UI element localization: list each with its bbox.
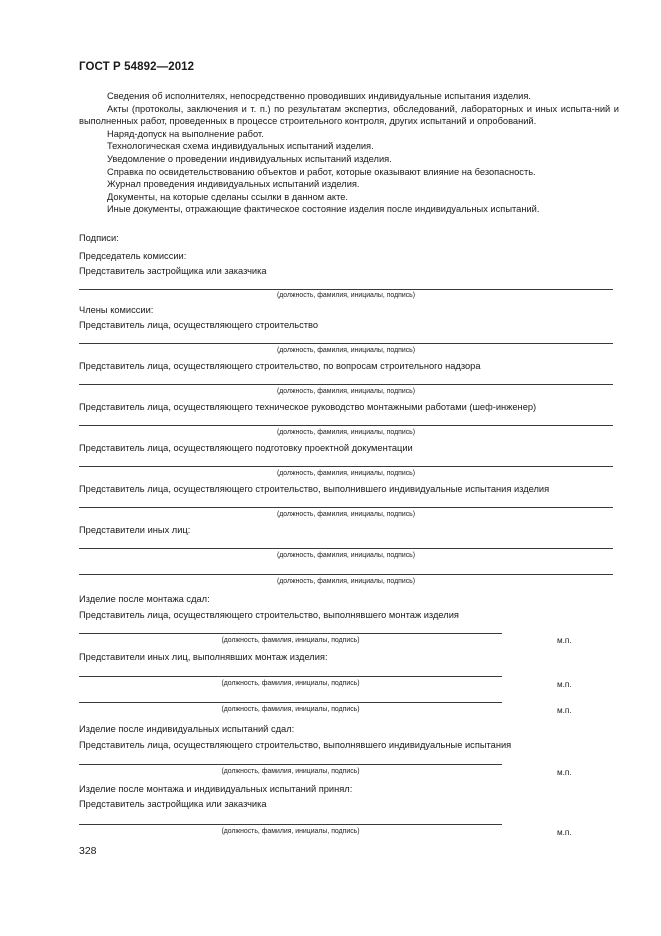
signature-caption: (должность, фамилия, инициалы, подпись) [276,552,416,559]
signature-caption: (должность, фамилия, инициалы, подпись) [221,768,360,775]
signature-caption: (должность, фамилия, инициалы, подпись) [276,470,416,477]
signature-caption: (должность, фамилия, инициалы, подпись) [276,429,416,436]
signature-caption: (должность, фамилия, инициалы, подпись) [221,828,360,835]
signature-line[interactable] [79,548,613,549]
builder-install-rep-label: Представитель лица, осуществляющего строительство, выполнявшего монтаж изделия [79,610,459,620]
list-item: Иные документы, отражающие фактическое состояние изделия после индивидуальных испытаний. [107,204,540,215]
signature-line[interactable] [79,289,613,290]
signature-line[interactable] [79,507,613,508]
signature-line[interactable] [79,764,502,765]
signature-line[interactable] [79,702,502,703]
signature-line[interactable] [79,676,502,677]
members-label: Члены комиссии: [79,305,154,315]
signature-caption: (должность, фамилия, инициалы, подпись) [276,578,416,585]
signature-line[interactable] [79,425,613,426]
signature-line[interactable] [79,574,613,575]
customer-rep2-label: Представитель застройщика или заказчика [79,799,267,809]
stamp-mark: м.п. [557,680,572,689]
signature-caption: (должность, фамилия, инициалы, подпись) [276,292,416,299]
signature-caption: (должность, фамилия, инициалы, подпись) [276,388,416,395]
list-item: Сведения об исполнителях, непосредственно проводивших индивидуальные испытания изделия. [107,91,531,101]
signature-caption: (должность, фамилия, инициалы, подпись) [221,706,360,713]
signatures-heading: Подписи: [79,233,119,243]
signature-caption: (должность, фамилия, инициалы, подпись) [221,680,360,687]
after-install-label: Изделие после монтажа сдал: [79,594,210,604]
tech-management-rep-label: Представитель лица, осуществляющего техническое руководство монтажными работами (шеф-инженер) [79,402,537,412]
signature-line[interactable] [79,824,502,825]
signature-line[interactable] [79,466,613,467]
signature-caption: (должность, фамилия, инициалы, подпись) [276,347,416,354]
design-rep-label: Представитель лица, осуществляющего подготовку проектной документации [79,443,413,453]
list-item: Справка по освидетельствованию объектов и работ, которые оказывают влияние на безопасность. [107,166,536,177]
stamp-mark: м.п. [557,706,572,715]
document-header: ГОСТ Р 54892—2012 [79,61,195,73]
builder-tests-rep-label: Представитель лица, осуществляющего строительство, выполнившего индивидуальные испытания изделия [79,484,550,494]
stamp-mark: м.п. [557,768,572,777]
others-rep-label: Представители иных лиц: [79,525,191,535]
others-install-rep-label: Представители иных лиц, выполнявших монтаж изделия: [79,652,328,662]
list-item: Журнал проведения индивидуальных испытаний изделия. [107,179,360,190]
signature-line[interactable] [79,343,613,344]
after-tests-label: Изделие после индивидуальных испытаний сдал: [79,724,295,734]
signature-caption: (должность, фамилия, инициалы, подпись) [276,511,416,518]
customer-rep-label: Представитель застройщика или заказчика [79,266,267,276]
builder-tests2-rep-label: Представитель лица, осуществляющего строительство, выполнявшего индивидуальные испытания [79,740,512,750]
page-number: 328 [79,845,97,857]
signature-caption: (должность, фамилия, инициалы, подпись) [221,637,360,644]
signature-line[interactable] [79,384,613,385]
stamp-mark: м.п. [557,636,572,645]
attachments-list [79,90,619,216]
builder-rep-label: Представитель лица, осуществляющего строительство [79,320,319,330]
list-item: Акты (протоколы, заключения и т. п.) по результатам экспертиз, обследований, лабораторных и иных испыта-ний и выполненных работ, проведенных в процессе строительного контроля, других испытаний и опробований. [79,103,619,127]
accepted-label: Изделие после монтажа и индивидуальных испытаний принял: [79,784,353,794]
list-item: Документы, на которые сделаны ссылки в данном акте. [107,191,349,202]
chairman-label: Председатель комиссии: [79,251,187,261]
signature-line[interactable] [79,633,502,634]
stamp-mark: м.п. [557,828,572,837]
list-item: Технологическая схема индивидуальных испытаний изделия. [107,141,374,152]
builder-supervision-rep-label: Представитель лица, осуществляющего строительство, по вопросам строительного надзора [79,361,481,371]
list-item: Наряд-допуск на выполнение работ. [107,128,264,139]
list-item: Уведомление о проведении индивидуальных испытаний изделия. [107,153,392,164]
